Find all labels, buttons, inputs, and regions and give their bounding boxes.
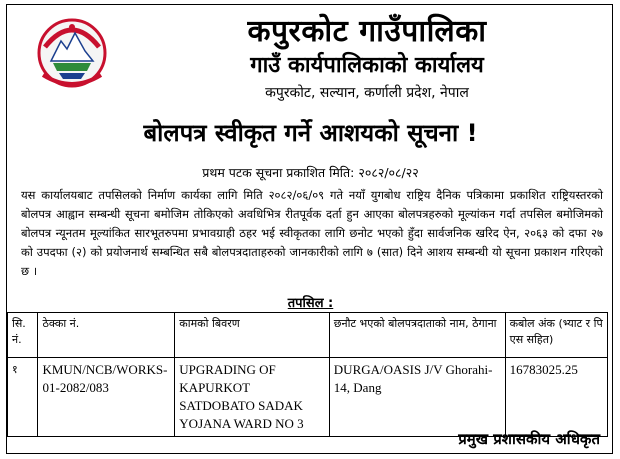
table-header-row — [8, 313, 608, 358]
notice-document — [6, 4, 613, 454]
header-sn: सि. नं. — [8, 313, 38, 358]
notice-title: बोलपत्र स्वीकृत गर्ने आशयको सूचना ! — [143, 119, 478, 147]
municipality-name: कपुरकोट गाउँपालिका — [247, 14, 487, 49]
award-table — [7, 312, 608, 437]
cell-amount: 16783025.25 — [505, 358, 607, 437]
office-name: गाउँ कार्यपालिकाको कार्यालय — [250, 53, 484, 78]
publication-date: प्रथम पटक सूचना प्रकाशित मिति: २०८२/०८/२२ — [202, 165, 419, 180]
header-contract-no: ठेक्का नं. — [38, 313, 175, 358]
header-bidder: छनौट भएको बोलपत्रदाताको नाम, ठेगाना — [329, 313, 505, 358]
header-work: कामको बिवरण — [175, 313, 330, 358]
signatory-title: प्रमुख प्रशासकीय अधिकृत — [458, 430, 600, 448]
nepal-government-emblem-icon — [37, 17, 107, 89]
notice-body: यस कार्यालयबाट तपसिलको निर्माण कार्यका लागि मिति २०८२/०६/०९ गते नयाँ युगबोध राष्ट्रिय दैनिक पत्रिकामा प्रकाशित राष्ट्रियस्तरको बोलपत्र आह्वान सम्बन्धी सूचना बमोजिम तोकिएको अवधिभित्र रीतपूर्वक दर्ता हुन आएका बोलपत्रहरुको मूल्यांकन गर्दा तपसिल बमोजिमको बोलपत्र न्यूनतम मूल्यांकित सारभूतरुपमा प्रभावग्राही ठहर भई स्वीकृतका लागि छनोट भएको हुँदा सार्वजनिक खरिद ऐन, २०६३ को दफा २७ को उपदफा (२) को प्रयोजनार्थ सम्बन्धित सबै बोलपत्रदाताहरुको जानकारीको लागि ७ (सात) दिने आशय सम्बन्धी यो सूचना प्रकाशन गरिएको छ । — [21, 188, 603, 278]
schedule-heading: तपसिल : — [287, 296, 334, 311]
cell-work: UPGRADING OF KAPURKOT SATDOBATO SADAK YOJANA WARD NO 3 — [175, 358, 330, 437]
cell-sn: १ — [8, 358, 38, 437]
cell-bidder: DURGA/OASIS J/V Ghorahi-14, Dang — [329, 358, 505, 437]
cell-contract-no: KMUN/NCB/WORKS-01-2082/083 — [38, 358, 175, 437]
table-row — [8, 358, 608, 437]
header-amount: कबोल अंक (भ्याट र पि एस सहित) — [505, 313, 607, 358]
office-address: कपुरकोट, सल्यान, कर्णाली प्रदेश, नेपाल — [265, 85, 469, 101]
